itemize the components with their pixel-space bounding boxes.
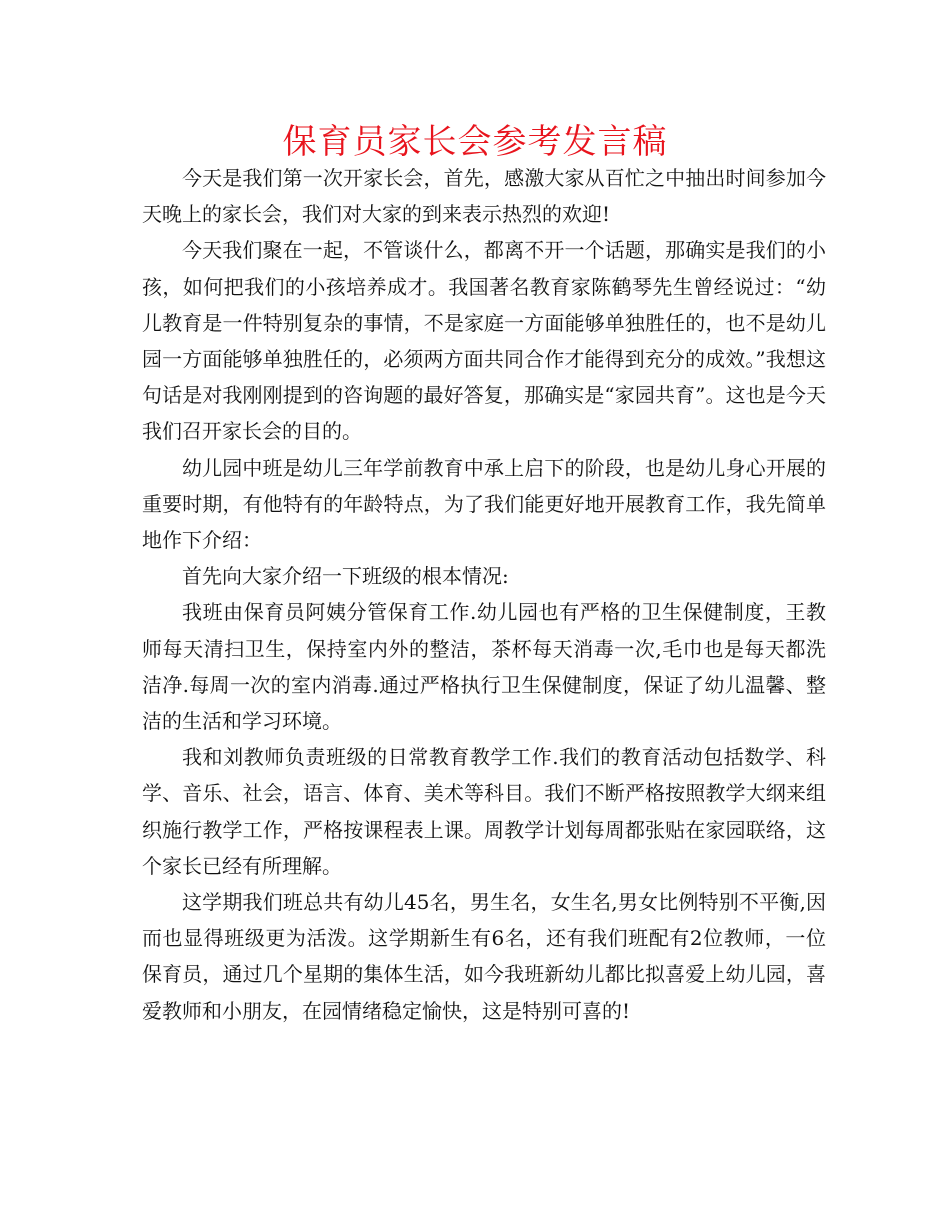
- paragraph-home-school-cooperation: 今天我们聚在一起，不管谈什么，都离不开一个话题，那确实是我们的小孩，如何把我们的小孩培养成才。我国著名教育家陈鹤琴先生曾经说过：“幼儿教育是一件特别复杂的事情，不是家庭一方面能够单独胜任的，也不是幼儿园一方面能够单独胜任的，必须两方面共同合作才能得到充分的成效。”我想这句话是对我刚刚提到的咨询题的最好答复，那确实是“家园共育”。这也是今天我们召开家长会的目的。: [142, 238, 826, 444]
- document-title: 保育员家长会参考发言稿: [282, 122, 668, 162]
- paragraph-hygiene-care: 我班由保育员阿姨分管保育工作.幼儿园也有严格的卫生保健制度，王教师每天清扫卫生，保持室内外的整洁，茶杯每天消毒一次,毛巾也是每天都洗洁净.每周一次的室内消毒.通过严格执行卫生保健制度，保证了幼儿温馨、整洁的生活和学习环境。: [142, 600, 826, 734]
- paragraph-greeting: 今天是我们第一次开家长会，首先，感激大家从百忙之中抽出时间参加今天晚上的家长会，我们对大家的到来表示热烈的欢迎!: [142, 166, 826, 227]
- document-body: [142, 160, 826, 1029]
- paragraph-middle-class-stage: 幼儿园中班是幼儿三年学前教育中承上启下的阶段，也是幼儿身心开展的重要时期，有他特有的年龄特点，为了我们能更好地开展教育工作，我先简单地作下介绍：: [142, 455, 826, 553]
- paragraph-teaching-work: 我和刘教师负责班级的日常教育教学工作.我们的教育活动包括数学、科学、音乐、社会，语言、体育、美术等科目。我们不断严格按照教学大纲来组织施行教学工作，严格按课程表上课。周教学计划每周都张贴在家园联络，这个家长已经有所理解。: [142, 745, 826, 878]
- paragraph-class-intro-heading: 首先向大家介绍一下班级的根本情况:: [182, 564, 509, 589]
- paragraph-class-composition: 这学期我们班总共有幼儿45名，男生名，女生名,男女比例特别不平衡,因而也显得班级更为活泼。这学期新生有6名，还有我们班配有2位教师，一位保育员，通过几个星期的集体生活，如今我班新幼儿都比拟喜爱上幼儿园，喜爱教师和小朋友，在园情绪稳定愉快，这是特别可喜的!: [142, 890, 826, 1023]
